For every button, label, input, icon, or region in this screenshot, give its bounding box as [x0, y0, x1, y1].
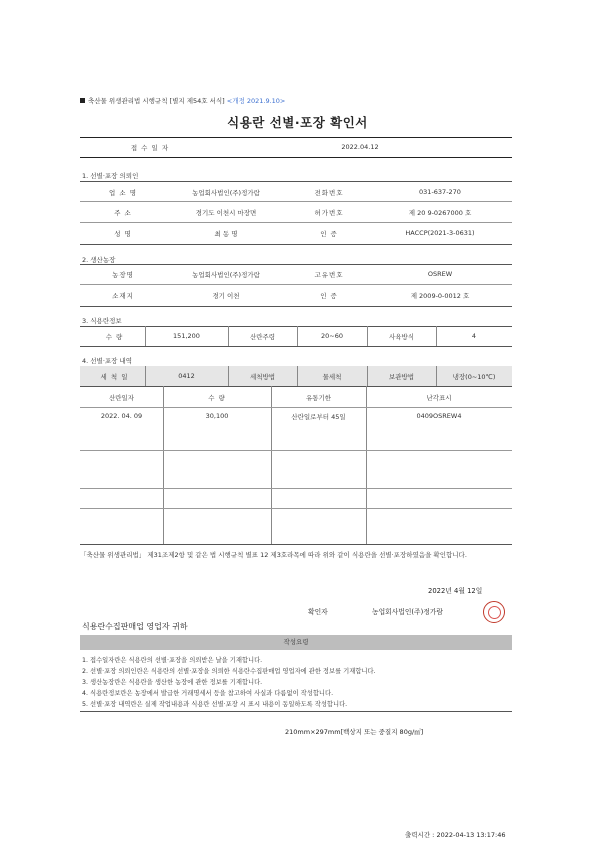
rule: [80, 544, 512, 545]
section4-heading: 4. 선별·포장 내역: [82, 357, 133, 365]
rule: [80, 450, 512, 451]
shell-mark-cell: 0409OSREW4: [416, 412, 462, 420]
rule: [80, 201, 512, 202]
col-divider: [271, 386, 272, 544]
laying-date-cell: 2022. 04. 09: [100, 412, 143, 420]
square-bullet-icon: [80, 98, 85, 103]
s1-label: 전화번호: [314, 189, 344, 197]
notes-heading: 작성요령: [80, 635, 512, 650]
document-title: 식용란 선별·포장 확인서: [227, 115, 368, 130]
receipt-date: 2022.04.12: [341, 143, 379, 151]
rule: [80, 346, 512, 347]
rearing-method-label: 사육방식: [388, 333, 415, 341]
note-item: 2. 선별·포장 의뢰인란은 식용란의 선별·포장을 의뢰한 식용란수집판매업 영업자에 관한 정보를 기재합니다.: [82, 668, 376, 675]
wash-date-value: 0412: [178, 372, 195, 380]
s2-value: OSREW: [427, 270, 453, 278]
s1-value: 농업회사법인(주)정가람: [192, 189, 260, 197]
s1-value: HACCP(2021-3-0631): [405, 229, 475, 237]
s2-value: 농업회사법인(주)정가람: [192, 271, 260, 279]
form-reference: 축산물 위생관리법 시행규칙 [별지 제54호 서식]: [88, 97, 225, 105]
note-item: 3. 생산농장란은 식용란을 생산한 농장에 관한 정보를 기재합니다.: [82, 679, 263, 686]
s2-label: 고유번호: [314, 271, 344, 279]
paper-size-note: 210mm×297mm[백상지 또는 중질지 80g/㎡]: [285, 728, 424, 736]
storage-method-label: 보관방법: [388, 373, 415, 381]
receipt-label: 접 수 일 자: [130, 144, 170, 152]
rule: [80, 244, 512, 245]
rule: [80, 264, 512, 265]
revision-note: <개정 2021.9.10>: [226, 97, 286, 105]
quantity-cell: 30,100: [205, 412, 229, 420]
s2-label: 소재지: [112, 292, 134, 300]
rule: [80, 181, 512, 182]
quantity-label: 수 량: [105, 333, 124, 341]
section2-heading: 2. 생산농장: [82, 256, 116, 264]
note-item: 4. 식용란정보란은 농장에서 발급한 거래명세서 등을 참고하여 사실과 다름없이 작성합니다.: [82, 690, 334, 697]
note-item: 5. 선별·포장 내역란은 실제 작업내용과 식용란 선별·포장 시 표시 내용이 동일하도록 작성합니다.: [82, 701, 348, 708]
certification-date: 2022년 4월 12일: [428, 587, 483, 595]
wash-method-label: 세척방법: [249, 373, 276, 381]
wash-date-label: 세 척 일: [100, 373, 129, 381]
section3-heading: 3. 식용란정보: [82, 317, 122, 325]
print-time: 출력시간 : 2022-04-13 13:17:46: [405, 831, 506, 839]
s2-value: 제 2009-0-0012 호: [410, 292, 470, 300]
laying-age-label: 산란주령: [249, 333, 276, 341]
s1-label: 업 소 명: [109, 189, 137, 197]
doc-header: [80, 96, 285, 105]
certification-text: 「축산물 위생관리법」 제31조제2항 및 같은 법 시행규칙 별표 12 제3호라목에 따라 위와 같이 식용란을 선별·포장하였음을 확인합니다.: [80, 551, 467, 559]
s2-value: 경기 이천: [212, 292, 240, 300]
s1-label: 허가번호: [314, 209, 344, 217]
s1-label: 주 소: [114, 209, 132, 217]
rearing-method-value: 4: [471, 332, 477, 340]
expiry-cell: 산란일로부터 45일: [291, 413, 346, 421]
seal-stamp-icon: [483, 601, 505, 623]
s1-label: 인 증: [320, 230, 338, 238]
s2-label: 농장명: [112, 271, 134, 279]
rule: [80, 711, 512, 712]
recipient: 식용란수집판매업 영업자 귀하: [82, 622, 188, 631]
rule: [80, 488, 512, 489]
col-header-laying-date: 산란일자: [108, 394, 135, 402]
rule: [80, 407, 512, 408]
section1-heading: 1. 선별·포장 의뢰인: [82, 172, 139, 180]
s1-value: 제 20 9-0267000 호: [408, 209, 472, 217]
s2-label: 인 증: [320, 292, 338, 300]
col-divider: [163, 386, 164, 544]
s1-label: 성 명: [114, 230, 132, 238]
col-divider: [366, 386, 367, 544]
note-item: 1. 접수일자란은 식용란의 선별·포장을 의뢰받은 날을 기재합니다.: [82, 657, 263, 664]
rule-top: [80, 137, 512, 138]
storage-method-value: 냉장(0~10℃): [452, 373, 496, 381]
quantity-value: 151,200: [173, 332, 200, 340]
wash-method-value: 물세척: [322, 373, 342, 381]
col-header-quantity: 수 량: [208, 394, 226, 402]
confirmer-label: 확인자: [308, 608, 328, 616]
rule: [80, 222, 512, 223]
s1-value: 경기도 이천시 마장면: [195, 209, 257, 217]
col-header-shell-mark: 난각표시: [426, 394, 452, 402]
rule: [80, 306, 512, 307]
col-header-expiry: 유통기한: [305, 394, 332, 402]
s1-value: 031-637-270: [419, 188, 461, 196]
confirmer-name: 농업회사법인(주)정가람: [372, 608, 443, 616]
s1-value: 최 동 명: [214, 230, 238, 238]
laying-age-value: 20~60: [321, 332, 343, 340]
rule: [80, 508, 512, 509]
rule: [80, 157, 512, 158]
rule: [80, 386, 512, 387]
rule: [80, 284, 512, 285]
